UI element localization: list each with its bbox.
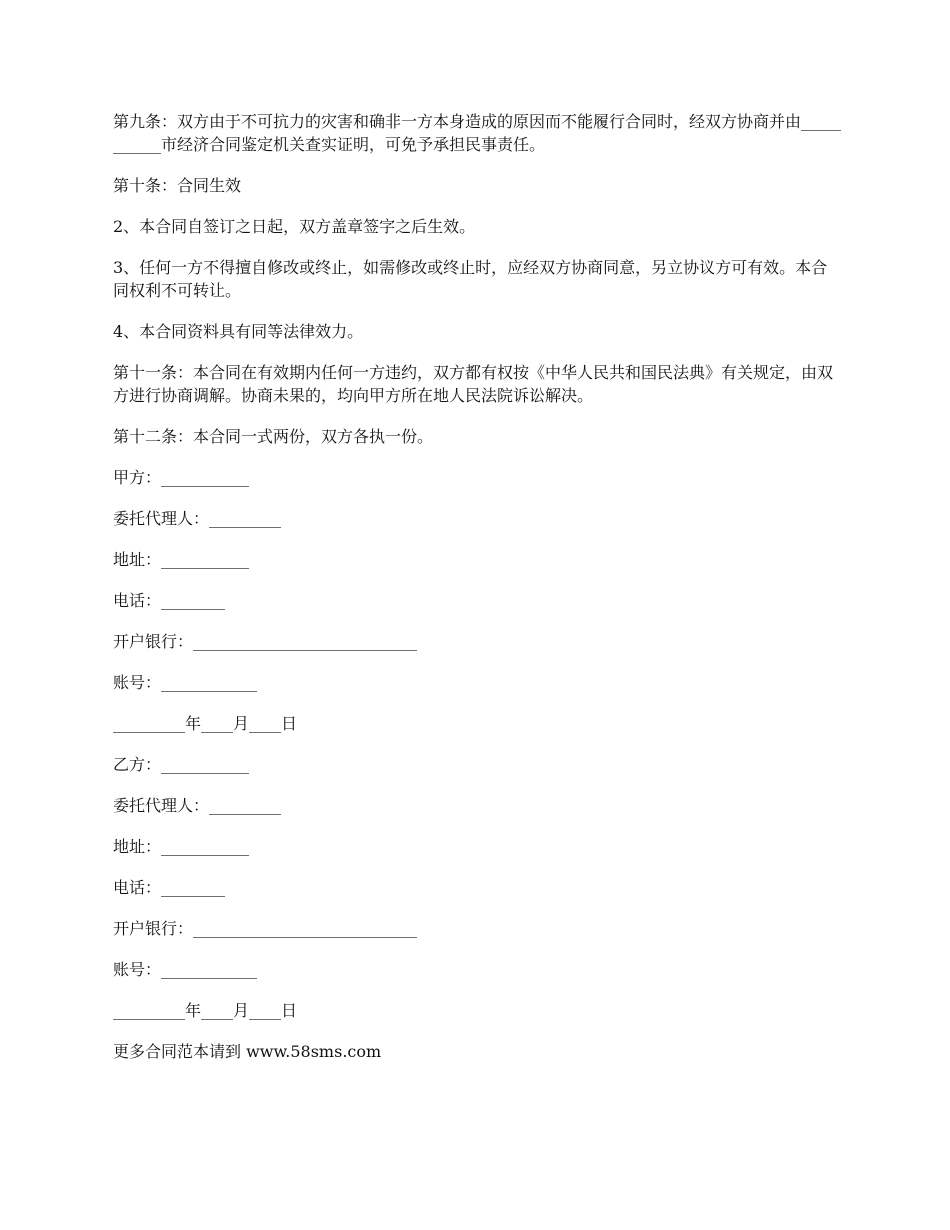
- party-b-bank: 开户银行：____________________________: [113, 919, 418, 938]
- clause-2: 2、本合同自签订之日起，双方盖章签字之后生效。: [113, 217, 476, 236]
- party-a-account: 账号：____________: [113, 673, 258, 692]
- party-a-date: _________年____月____日: [113, 714, 298, 733]
- article-12: 第十二条：本合同一式两份，双方各执一份。: [113, 427, 434, 446]
- party-b-account: 账号：____________: [113, 960, 258, 979]
- party-b-block: [113, 753, 843, 1022]
- article-11: 第十一条：本合同在有效期内任何一方违约，双方都有权按《中华人民共和国民法典》有关规定，由双方进行协商调解。协商未果的，均向甲方所在地人民法院诉讼解决。: [113, 363, 834, 405]
- party-b-address: 地址：___________: [113, 837, 250, 856]
- footer-link-text: 更多合同范本请到 www.58sms.com: [113, 1042, 382, 1061]
- party-b-phone: 电话：________: [113, 878, 226, 897]
- contract-page: [113, 110, 843, 1081]
- party-a-phone: 电话：________: [113, 591, 226, 610]
- party-b-agent: 委托代理人：_________: [113, 796, 282, 815]
- article-9: 第九条：双方由于不可抗力的灾害和确非一方本身造成的原因而不能履行合同时，经双方协商并由___________市经济合同鉴定机关查实证明，可免予承担民事责任。: [113, 112, 842, 154]
- party-b-date: _________年____月____日: [113, 1001, 298, 1020]
- party-b-name: 乙方：___________: [113, 755, 250, 774]
- party-a-block: [113, 466, 843, 735]
- party-a-bank: 开户银行：____________________________: [113, 632, 418, 651]
- article-10-title: 第十条：合同生效: [113, 176, 242, 195]
- party-a-address: 地址：___________: [113, 550, 250, 569]
- party-a-agent: 委托代理人：_________: [113, 509, 282, 528]
- clause-3: 3、任何一方不得擅自修改或终止，如需修改或终止时，应经双方协商同意，另立协议方可有效。本合同权利不可转让。: [113, 258, 828, 300]
- party-a-name: 甲方：___________: [113, 468, 250, 487]
- clause-4: 4、本合同资料具有同等法律效力。: [113, 322, 364, 341]
